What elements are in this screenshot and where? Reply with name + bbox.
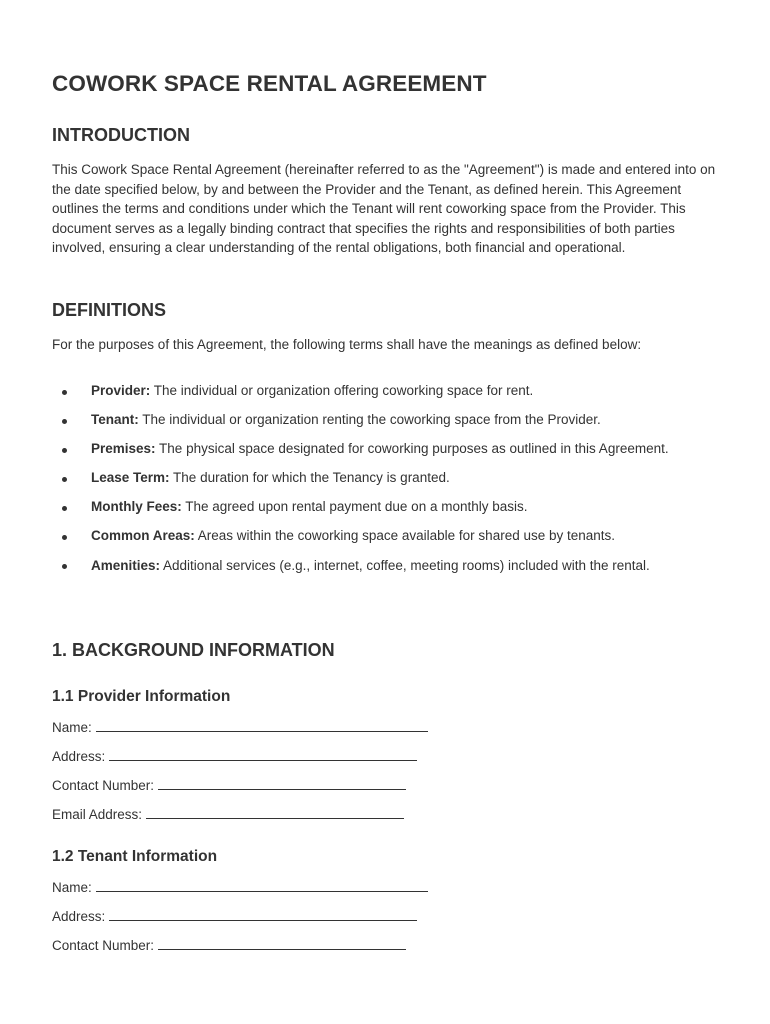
provider-name-field xyxy=(52,718,428,737)
provider-address-blank[interactable] xyxy=(109,747,417,761)
tenant-address-blank[interactable] xyxy=(109,907,417,921)
provider-name-blank[interactable] xyxy=(96,718,428,732)
definition-text: The individual or organization offering coworking space for rent. xyxy=(150,383,534,398)
tenant-info-heading: 1.2 Tenant Information xyxy=(52,848,218,865)
tenant-contact-field xyxy=(52,936,406,955)
definition-text: The individual or organization renting the coworking space from the Provider. xyxy=(138,412,601,428)
definitions-heading: DEFINITIONS xyxy=(52,300,167,320)
list-item xyxy=(52,468,702,488)
provider-email-field xyxy=(52,805,404,824)
bullet-icon xyxy=(62,564,67,569)
bullet-icon xyxy=(62,390,67,395)
tenant-address-field xyxy=(52,907,417,926)
definition-term: Premises: xyxy=(91,441,156,457)
list-item xyxy=(52,410,702,430)
tenant-address-label: Address: xyxy=(52,909,106,924)
definition-text: The physical space designated for coworking purposes as outlined in this Agreement. xyxy=(155,441,669,457)
provider-contact-blank[interactable] xyxy=(158,776,406,790)
bullet-icon xyxy=(62,535,67,540)
list-item xyxy=(52,439,702,459)
introduction-text: This Cowork Space Rental Agreement (hereinafter referred to as the "Agreement") is made and entered into on the date specified below, by and between the Provider and the Tenant, as defined herein. This Agreement outlines the terms and conditions under which the Tenant will rent coworking space from the Provider. This document serves as a legally binding contract that specifies the rights and responsibilities of both parties involved, ensuring a clear understanding of the rental obligations, both financial and operational. xyxy=(52,162,716,255)
list-item xyxy=(52,497,702,517)
tenant-contact-label: Contact Number: xyxy=(52,938,155,953)
definition-text: The agreed upon rental payment due on a monthly basis. xyxy=(181,499,528,515)
provider-email-label: Email Address: xyxy=(52,807,143,822)
provider-address-field xyxy=(52,747,417,766)
definition-term: Tenant: xyxy=(91,412,139,428)
tenant-name-label: Name: xyxy=(52,880,92,895)
bullet-icon xyxy=(62,448,67,453)
definition-term: Lease Term: xyxy=(91,470,170,486)
definition-term: Provider: xyxy=(91,383,151,398)
introduction-heading: INTRODUCTION xyxy=(52,125,190,145)
provider-email-blank[interactable] xyxy=(146,805,404,819)
definition-text: The duration for which the Tenancy is granted. xyxy=(169,470,450,486)
definitions-list xyxy=(52,381,702,585)
document-title: COWORK SPACE RENTAL AGREEMENT xyxy=(52,71,487,96)
definition-text: Areas within the coworking space available for shared use by tenants. xyxy=(194,528,616,544)
definition-text: Additional services (e.g., internet, coffee, meeting rooms) included with the rental. xyxy=(160,557,650,573)
bullet-icon xyxy=(62,419,67,424)
background-heading: 1. BACKGROUND INFORMATION xyxy=(52,640,335,660)
definition-term: Common Areas: xyxy=(91,528,195,544)
tenant-name-blank[interactable] xyxy=(96,878,428,892)
definition-term: Monthly Fees: xyxy=(91,499,182,515)
bullet-icon xyxy=(62,477,67,482)
tenant-contact-blank[interactable] xyxy=(158,936,406,950)
provider-contact-field xyxy=(52,776,406,795)
definitions-intro: For the purposes of this Agreement, the following terms shall have the meanings as defined below: xyxy=(52,337,642,352)
list-item xyxy=(52,381,702,401)
list-item xyxy=(52,556,702,576)
provider-contact-label: Contact Number: xyxy=(52,778,155,793)
provider-address-label: Address: xyxy=(52,749,106,764)
tenant-name-field xyxy=(52,878,428,897)
provider-name-label: Name: xyxy=(52,720,92,735)
provider-info-heading: 1.1 Provider Information xyxy=(52,688,231,705)
list-item xyxy=(52,526,702,546)
definition-term: Amenities: xyxy=(91,557,161,573)
bullet-icon xyxy=(62,506,67,511)
